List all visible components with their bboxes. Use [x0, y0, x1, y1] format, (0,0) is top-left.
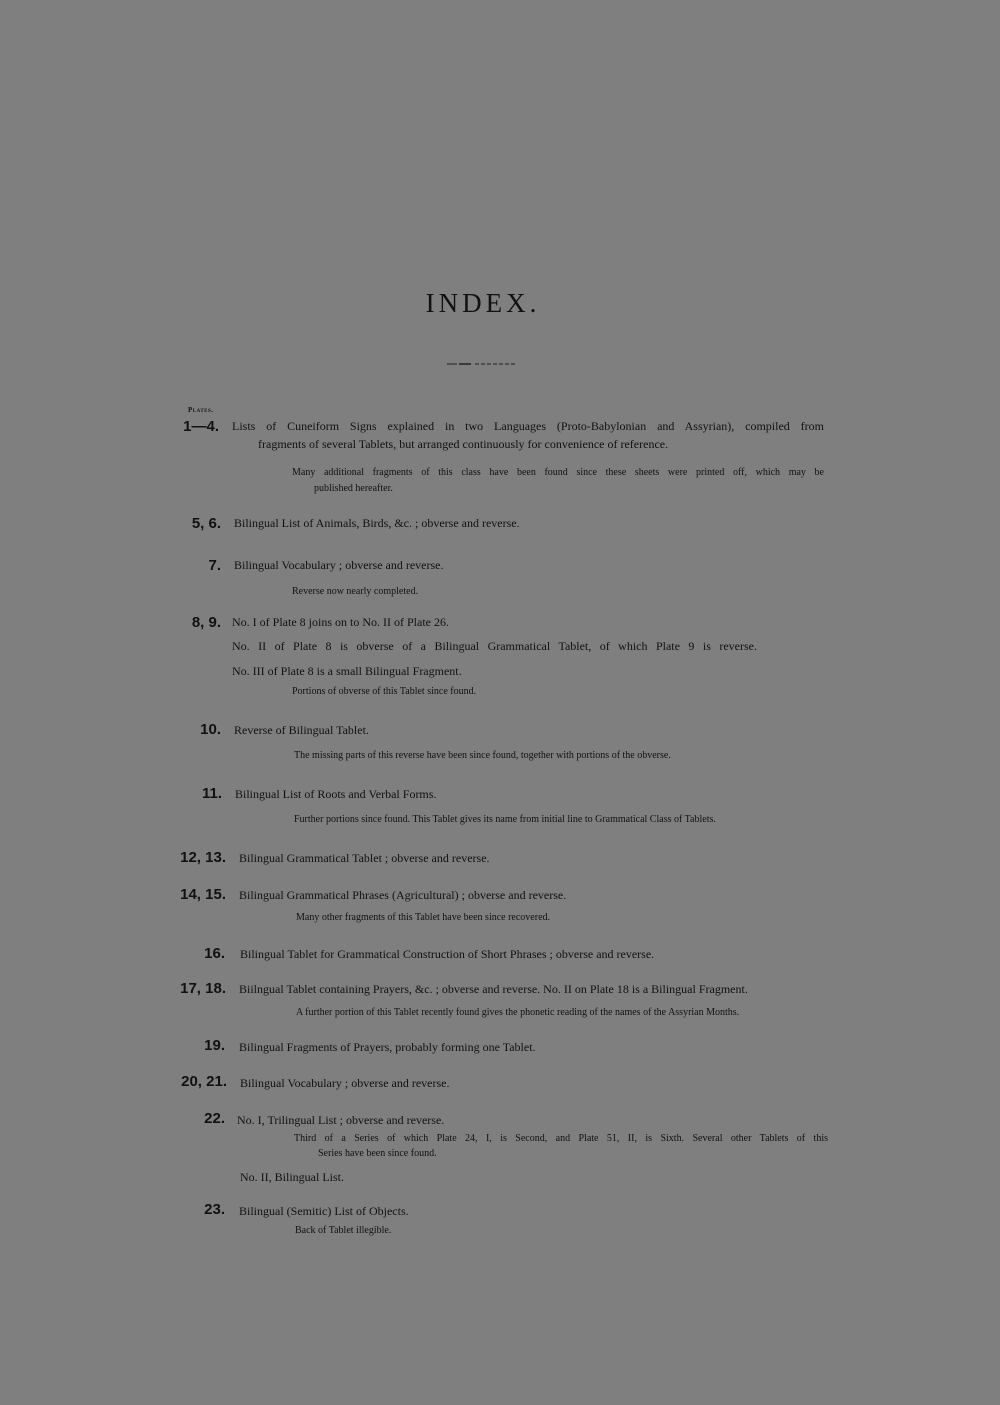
- plate-number: 1—4.: [183, 418, 219, 435]
- plate-number: 11.: [201, 785, 222, 802]
- entry-note: Reverse now nearly completed.: [292, 586, 419, 597]
- entry-text: No. II of Plate 8 is obverse of a Bilingual Grammatical Tablet, of which Plate 9 is reverse.: [232, 639, 757, 653]
- plate-number: 17, 18.: [180, 980, 226, 997]
- entry-note: Series have been since found.: [318, 1148, 437, 1159]
- plate-number: 23.: [204, 1201, 225, 1218]
- entry-note: Many other fragments of this Tablet have been since recovered.: [296, 912, 551, 923]
- plate-number: 16.: [204, 945, 225, 962]
- title-ornament: [447, 362, 515, 366]
- entry-note: The missing parts of this reverse have been since found, together with portions of the obverse.: [294, 750, 671, 761]
- entry-text: Bilingual Grammatical Tablet ; obverse and reverse.: [239, 851, 490, 865]
- entry-text: Bilingual Vocabulary ; obverse and reverse.: [234, 558, 444, 572]
- entry-text: Bilingual Grammatical Phrases (Agricultural) ; obverse and reverse.: [239, 888, 567, 902]
- entry-text: No. II, Bilingual List.: [240, 1170, 344, 1184]
- plate-number: 7.: [208, 557, 221, 574]
- entry-text: No. I, Trilingual List ; obverse and reverse.: [237, 1113, 445, 1127]
- plate-number: 8, 9.: [191, 614, 221, 631]
- entry-text: Biilngual Tablet containing Prayers, &c. ; obverse and reverse. No. II on Plate 18 is a Bilingual Fragment.: [239, 982, 748, 996]
- entry-note: Third of a Series of which Plate 24, I, is Second, and Plate 51, II, is Sixth. Several other Tablets of this: [294, 1133, 828, 1144]
- entry-note: Further portions since found. This Tablet gives its name from initial line to Grammatical Class of Tablets.: [294, 814, 716, 825]
- plates-column-label: Plates.: [188, 406, 214, 414]
- entry-text: Bilingual Tablet for Grammatical Construction of Short Phrases ; obverse and reverse.: [240, 947, 655, 961]
- plate-number: 5, 6.: [191, 515, 221, 532]
- entry-note: published hereafter.: [314, 483, 393, 494]
- plate-number: 12, 13.: [180, 849, 226, 866]
- entry-text: fragments of several Tablets, but arranged continuously for convenience of reference.: [258, 437, 669, 451]
- page-title: INDEX.: [425, 288, 541, 318]
- entry-note: A further portion of this Tablet recently found gives the phonetic reading of the names of the Assyrian Months.: [296, 1007, 740, 1018]
- entry-text: Bilingual Vocabulary ; obverse and reverse.: [240, 1076, 450, 1090]
- entry-note: Many additional fragments of this class have been found since these sheets were printed off, which may be: [292, 467, 824, 478]
- entry-text: Reverse of Bilingual Tablet.: [234, 723, 369, 737]
- plate-number: 14, 15.: [180, 886, 226, 903]
- plate-number: 20, 21.: [181, 1073, 227, 1090]
- entry-text: Bilingual List of Animals, Birds, &c. ; obverse and reverse.: [234, 516, 520, 530]
- plate-number: 10.: [200, 721, 221, 738]
- entry-text: Bilingual (Semitic) List of Objects.: [239, 1204, 409, 1218]
- entry-note: Back of Tablet illegible.: [295, 1225, 392, 1236]
- entry-text: No. III of Plate 8 is a small Bilingual Fragment.: [232, 664, 462, 678]
- entry-note: Portions of obverse of this Tablet since found.: [292, 686, 477, 697]
- entry-text: Bilingual List of Roots and Verbal Forms.: [235, 787, 437, 801]
- entry-text: Bilingual Fragments of Prayers, probably forming one Tablet.: [239, 1040, 536, 1054]
- plate-number: 22.: [204, 1110, 225, 1127]
- entry-text: Lists of Cuneiform Signs explained in two Languages (Proto-Babylonian and Assyrian), compiled from: [232, 419, 824, 433]
- plate-number: 19.: [204, 1037, 225, 1054]
- entry-text: No. I of Plate 8 joins on to No. II of Plate 26.: [232, 615, 449, 629]
